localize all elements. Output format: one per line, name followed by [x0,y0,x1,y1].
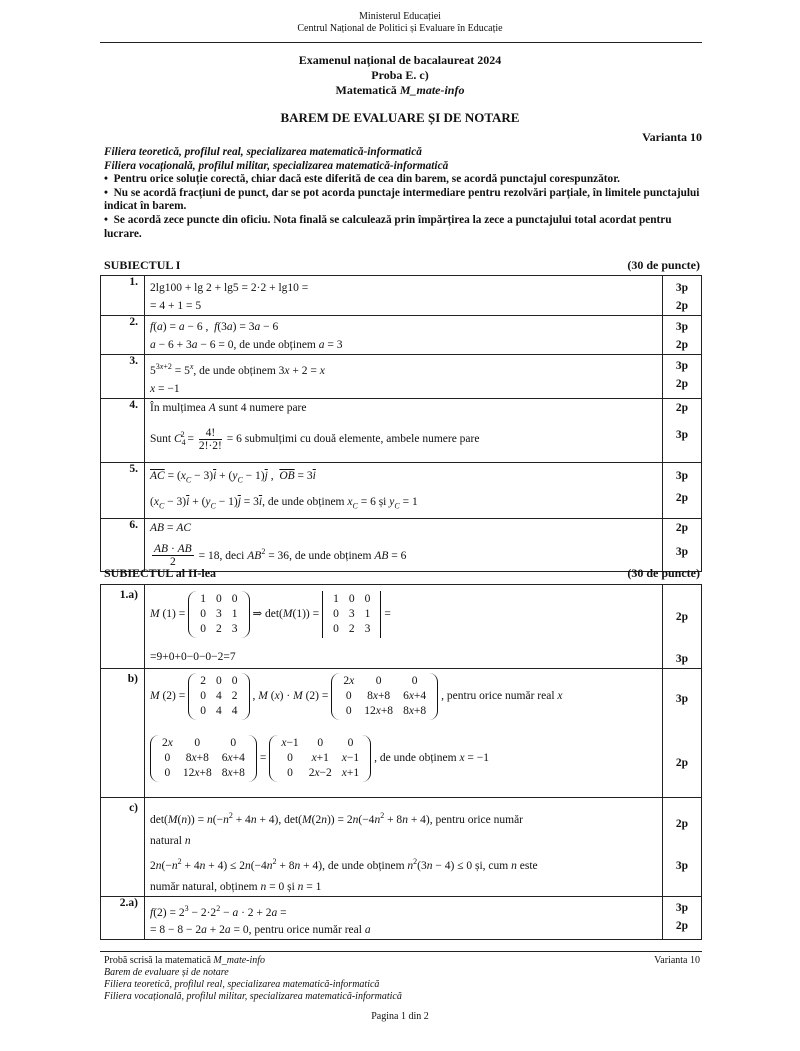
variant-label: Varianta 10 [642,130,702,144]
item-solution: $\det(M(n)) = n(-n^2 + 4n + 4)$, $\det(M(2n)) = 2n(-4n^2 + 8n + 4)$, pentru orice număr natural n $2n(-n^2 + 4n + 4) \le 2n(-4n^2 + 8n + 4)$, de unde obținem $n^2(3n - 4) \le 0$ și, cum n este număr natural, obținem n = 0 și n = 1 [145,798,663,897]
item-score: 2p 3p [663,585,702,669]
item-score: 3p 2p [663,669,702,798]
table-row [101,398,702,462]
footer-line-2: Barem de evaluare și de notare [104,967,229,978]
page-footer [104,955,700,1003]
item-score: 2p 3p [663,398,702,462]
table-row [101,462,702,518]
subject-label: Matematică M_mate-info [335,83,465,97]
footer-divider [100,951,702,952]
item-solution: $\overline{AC} = (x_C - 3)\overline{i} + (y_C - 1)\overline{j}$ , $\overline{OB} = 3\overline{i}$ $(x_C - 3)\overline{i} + (y_C - 1)\overline{j} = 3\overline{i}$, de unde obținem $x_C = 6$ și $y_C = 1$ [145,462,663,518]
item-number: 3. [101,355,145,399]
item-number: 2. [101,316,145,355]
section-1-header [104,258,700,273]
table-row [101,798,702,897]
filiera-line-1: Filiera teoretică, profilul real, specializarea matematică-informatică [104,146,422,158]
table-row [101,276,702,316]
item-number: 1.a) [101,585,145,669]
section-1-title: SUBIECTUL I [104,258,181,272]
exam-title: Examenul național de bacalaureat 2024 [298,53,502,67]
item-solution: M (2) = 2 0 0 0 4 2 0 4 4 , M (x) · M (2) = 2x 0 0 0 8x+8 6x+4 0 12x+8 8x+8 , pentru orice număr real x 2x 0 0 0 8x+8 6x+4 0 12x+8 8x+8 = x−1 0 0 0 x+1 x−1 0 2x−2 x+1 , de unde obținem x = −1 [145,669,663,798]
note-bullet-1: • Pentru orice soluție corectă, chiar dacă este diferită de cea din barem, se acordă punctajul corespunzător. [104,173,621,186]
item-solution: $5^{3x+2} = 5^x$, de unde obținem 3x + 2 = x x = −1 [145,355,663,399]
item-number: 6. [101,518,145,572]
item-score: 2p 3p [663,798,702,897]
section-2-header [104,566,700,581]
section-2-table [100,584,702,940]
center-name: Centrul Național de Politici și Evaluare în Educație [297,23,503,34]
note-bullet-2: • Nu se acordă fracțiuni de punct, dar se pot acorda punctaje intermediare pentru rezolvări parțiale, în limitele punctajului indicat în barem. [104,186,700,213]
section-1-table [100,275,702,572]
section-2-title: SUBIECTUL al II-lea [104,566,217,580]
item-number: 2.a) [101,896,145,940]
item-solution: 2lg100 + lg 2 + lg5 = 2·2 + lg10 = = 4 + 1 = 5 [145,276,663,316]
item-number: 1. [101,276,145,316]
item-solution: $f(2) = 2^3 - 2\cdot 2^2 - a \cdot 2 + 2a$ = = 8 − 8 − 2a + 2a = 0, pentru orice număr real a [145,896,663,940]
ministry-header [0,11,800,35]
item-solution: M (1) = 1 0 0 0 3 1 0 2 3 ⇒ det(M(1)) = 1 0 0 0 3 1 0 2 3 = =9+0+0−0−0−2=7 [145,585,663,669]
filiera-line-2: Filiera vocațională, profilul militar, specializarea matematică-informatică [104,159,449,172]
exam-titles [0,53,800,98]
item-solution: AB = AC $\frac{AB \cdot AB}{2}$ = 18, deci $AB^2 = 36$, de unde obținem AB = 6 [145,518,663,572]
item-score: 3p 2p [663,316,702,355]
item-score: 3p 2p [663,896,702,940]
item-number: b) [101,669,145,798]
footer-line-4: Filiera vocațională, profilul militar, specializarea matematică-informatică [104,991,402,1002]
note-bullet-3: • Se acordă zece puncte din oficiu. Nota finală se calculează prin împărțirea la zece a punctajului total acordat pentru lucrare. [104,213,672,240]
table-row [101,669,702,798]
footer-line-3: Filiera teoretică, profilul real, specializarea matematică-informatică [104,979,380,990]
item-number: 4. [101,398,145,462]
table-row [101,518,702,572]
intro-notes [104,146,700,241]
item-number: 5. [101,462,145,518]
item-solution: În mulțimea A sunt 4 numere pare Sunt $C_4^2$ = $\frac{4!}{2!\cdot 2!}$ = 6 submulțimi cu două elemente, ambele numere pare [145,398,663,462]
item-score: 3p 2p [663,276,702,316]
footer-line-1: Probă scrisă la matematică M_mate-info [104,955,266,966]
proba-label: Proba E. c) [371,68,429,82]
table-row [101,316,702,355]
header-divider [100,42,702,43]
section-2-points: (30 de puncte) [627,566,700,580]
table-row [101,355,702,399]
item-score: 3p 2p [663,355,702,399]
section-1-points: (30 de puncte) [627,258,700,272]
table-row [101,585,702,669]
table-row [101,896,702,940]
ministry-name: Ministerul Educației [359,11,441,22]
item-number: c) [101,798,145,897]
page-number: Pagina 1 din 2 [371,1011,429,1022]
barem-title: BAREM DE EVALUARE ȘI DE NOTARE [280,110,520,125]
item-score: 2p 3p [663,518,702,572]
footer-variant: Varianta 10 [654,955,700,966]
item-score: 3p 2p [663,462,702,518]
item-solution: f(a) = a − 6 , f(3a) = 3a − 6 a − 6 + 3a − 6 = 0, de unde obținem a = 3 [145,316,663,355]
